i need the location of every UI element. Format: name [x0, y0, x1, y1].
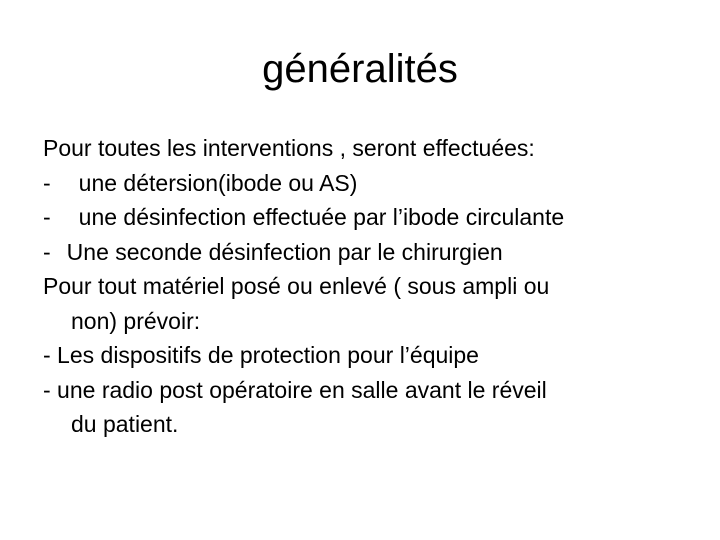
intro-line [43, 131, 693, 166]
slide-title: généralités [262, 47, 458, 91]
list-item [43, 200, 693, 235]
paragraph-continuation [43, 304, 693, 339]
bullet-dash: - [43, 204, 51, 230]
list-item-text: - une radio post opératoire en salle avant le réveil [43, 376, 547, 403]
list-item-text: - Les dispositifs de protection pour l’équipe [43, 342, 479, 368]
list-item [43, 166, 693, 201]
list-item-text: du patient. [71, 411, 179, 437]
paragraph-text: Pour tout matériel posé ou enlevé ( sous ampli ou [43, 273, 550, 299]
list-item [43, 338, 693, 373]
list-item-continuation [43, 407, 693, 442]
paragraph-line [43, 269, 693, 304]
list-item-text: une désinfection effectuée par l’ibode circulante [78, 204, 565, 230]
intro-text: Pour toutes les interventions , seront effectuées: [43, 135, 535, 161]
paragraph-text: non) prévoir: [71, 307, 201, 334]
list-item [43, 373, 693, 408]
list-item-text: une détersion(ibode ou AS) [78, 169, 358, 196]
bullet-dash: - [43, 169, 51, 196]
list-item-text: Une seconde désinfection par le chirurgien [66, 238, 503, 265]
bullet-dash: - [43, 238, 51, 265]
slide-body [43, 131, 693, 442]
list-item [43, 235, 693, 270]
